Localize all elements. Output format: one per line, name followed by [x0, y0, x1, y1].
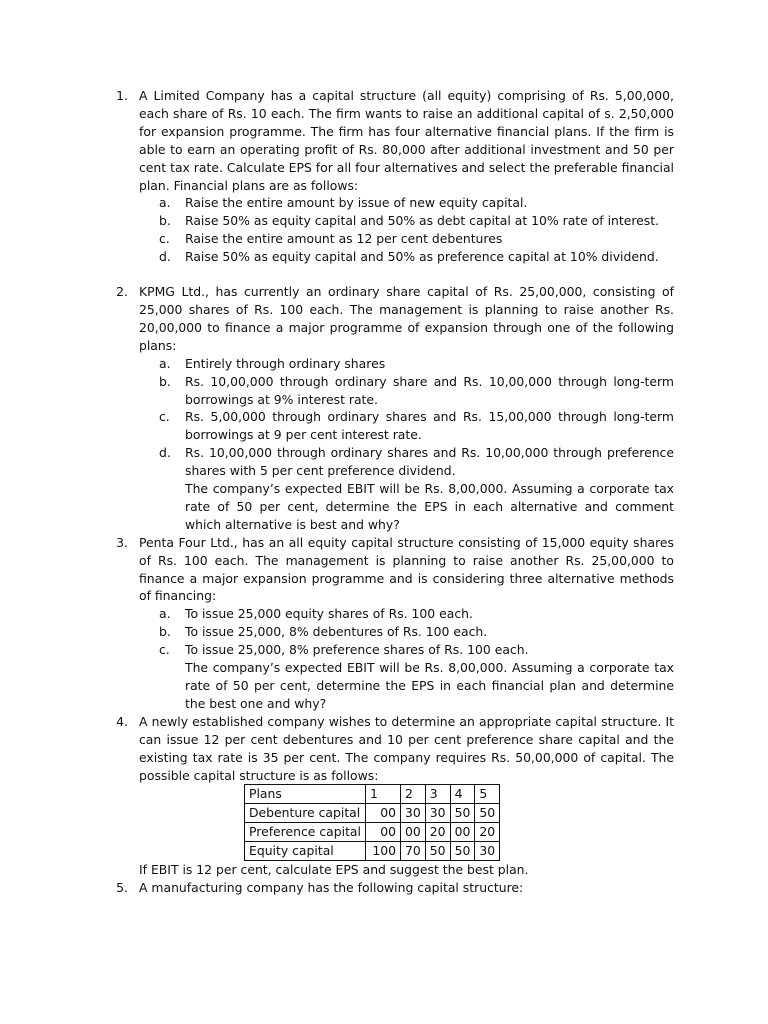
- table-cell: 100: [366, 842, 401, 861]
- table-header-cell: Plans: [245, 785, 366, 804]
- question-number: 5.: [116, 879, 128, 895]
- option-label: b.: [159, 624, 171, 640]
- question-4: [112, 713, 674, 879]
- table-cell: Equity capital: [245, 842, 366, 861]
- table-row: [245, 842, 500, 861]
- table-cell: 30: [475, 842, 500, 861]
- option-item: [159, 248, 674, 266]
- table-header-cell: 2: [401, 785, 426, 804]
- option-item: [159, 212, 674, 230]
- option-label: c.: [159, 642, 170, 658]
- question-text: Penta Four Ltd., has an all equity capital structure consisting of 15,000 equity shares of Rs. 100 each. The management is planning to raise another Rs. 25,00,000 to finance a major expansion programme and is considering three alternative methods of financing:: [139, 534, 674, 604]
- table-cell: Preference capital: [245, 823, 366, 842]
- option-text: Rs. 5,00,000 through ordinary shares and Rs. 15,00,000 through long-term borrowings at 9 per cent interest rate.: [185, 409, 674, 443]
- question-number: 4.: [116, 713, 128, 729]
- table-cell: 00: [450, 823, 475, 842]
- question-list: [112, 87, 674, 897]
- question-2: [112, 283, 674, 534]
- question-1: [112, 87, 674, 266]
- capital-structure-table: [244, 784, 500, 861]
- table-cell: 00: [366, 804, 401, 823]
- table-row: [245, 823, 500, 842]
- table-cell: 50: [450, 804, 475, 823]
- option-list: [159, 605, 674, 659]
- question-note: The company’s expected EBIT will be Rs. 8,00,000. Assuming a corporate tax rate of 50 per cent, determine the EPS in each financial plan and determine the best one and why?: [185, 660, 674, 711]
- table-row: [245, 804, 500, 823]
- table-cell: 50: [450, 842, 475, 861]
- table-header-cell: 3: [425, 785, 450, 804]
- question-text: A newly established company wishes to determine an appropriate capital structure. It can issue 12 per cent debentures and 10 per cent preference share capital and the existing tax rate is 35 per cent. The company requires Rs. 50,00,000 of capital. The possible capital structure is as follows:: [139, 713, 674, 783]
- table-cell: 20: [475, 823, 500, 842]
- option-label: b.: [159, 213, 171, 229]
- option-label: a.: [159, 355, 171, 371]
- question-number: 3.: [116, 534, 128, 550]
- table-header-cell: 5: [475, 785, 500, 804]
- question-text: A Limited Company has a capital structure (all equity) comprising of Rs. 5,00,000, each share of Rs. 10 each. The firm wants to raise an additional capital of s. 2,50,000 for expansion programme. The firm has four alternative financial plans. If the firm is able to earn an operating profit of Rs. 80,000 after additional investment and 50 per cent tax rate. Calculate EPS for all four alternatives and select the preferable financial plan. Financial plans are as follows:: [139, 88, 674, 193]
- table-cell: Debenture capital: [245, 804, 366, 823]
- option-text: Raise the entire amount by issue of new equity capital.: [185, 195, 528, 211]
- question-text: KPMG Ltd., has currently an ordinary share capital of Rs. 25,00,000, consisting of 25,000 shares of Rs. 100 each. The management is planning to raise another Rs. 20,00,000 to finance a major programme of expansion through one of the following plans:: [139, 284, 674, 353]
- option-text: Raise the entire amount as 12 per cent debentures: [185, 231, 503, 247]
- table-cell: 30: [425, 804, 450, 823]
- option-label: c.: [159, 409, 170, 425]
- table-cell: 70: [401, 842, 426, 861]
- table-header-cell: 1: [366, 785, 401, 804]
- option-list: [159, 355, 674, 480]
- option-item: [159, 373, 674, 409]
- option-text: Rs. 10,00,000 through ordinary shares and Rs. 10,00,000 through preference shares with 5 per cent preference dividend.: [185, 445, 674, 479]
- option-text: Raise 50% as equity capital and 50% as preference capital at 10% dividend.: [185, 249, 659, 265]
- option-item: [159, 444, 674, 480]
- option-item: [159, 408, 674, 444]
- option-text: To issue 25,000, 8% debentures of Rs. 100 each.: [185, 624, 488, 640]
- option-text: To issue 25,000 equity shares of Rs. 100 each.: [185, 606, 473, 622]
- option-item: [159, 194, 674, 212]
- option-item: [159, 605, 674, 623]
- table-header-row: [245, 785, 500, 804]
- option-text: Raise 50% as equity capital and 50% as debt capital at 10% rate of interest.: [185, 213, 660, 229]
- option-label: a.: [159, 195, 171, 211]
- option-item: [159, 230, 674, 248]
- option-label: a.: [159, 606, 171, 622]
- option-item: [159, 641, 674, 659]
- question-note: The company’s expected EBIT will be Rs. 8,00,000. Assuming a corporate tax rate of 50 per cent, determine the EPS in each alternative and comment which alternative is best and why?: [185, 481, 674, 532]
- option-text: Rs. 10,00,000 through ordinary share and Rs. 10,00,000 through long-term borrowings at 9% interest rate.: [185, 373, 674, 407]
- option-label: c.: [159, 231, 170, 247]
- option-text: Entirely through ordinary shares: [185, 355, 386, 371]
- question-number: 2.: [116, 284, 128, 300]
- table-cell: 50: [425, 842, 450, 861]
- table-cell: 50: [475, 804, 500, 823]
- question-text: A manufacturing company has the following capital structure:: [139, 879, 524, 895]
- question-5: [112, 879, 674, 897]
- option-item: [159, 355, 674, 373]
- option-label: d.: [159, 249, 171, 265]
- table-cell: 00: [366, 823, 401, 842]
- option-item: [159, 623, 674, 641]
- table-cell: 00: [401, 823, 426, 842]
- question-number: 1.: [116, 88, 128, 103]
- option-label: b.: [159, 373, 171, 389]
- question-3: [112, 534, 674, 713]
- option-label: d.: [159, 445, 171, 461]
- option-text: To issue 25,000, 8% preference shares of Rs. 100 each.: [185, 642, 529, 658]
- option-list: [159, 194, 674, 266]
- table-cell: 20: [425, 823, 450, 842]
- question-followup: If EBIT is 12 per cent, calculate EPS and suggest the best plan.: [139, 862, 529, 878]
- table-header-cell: 4: [450, 785, 475, 804]
- table-cell: 30: [401, 804, 426, 823]
